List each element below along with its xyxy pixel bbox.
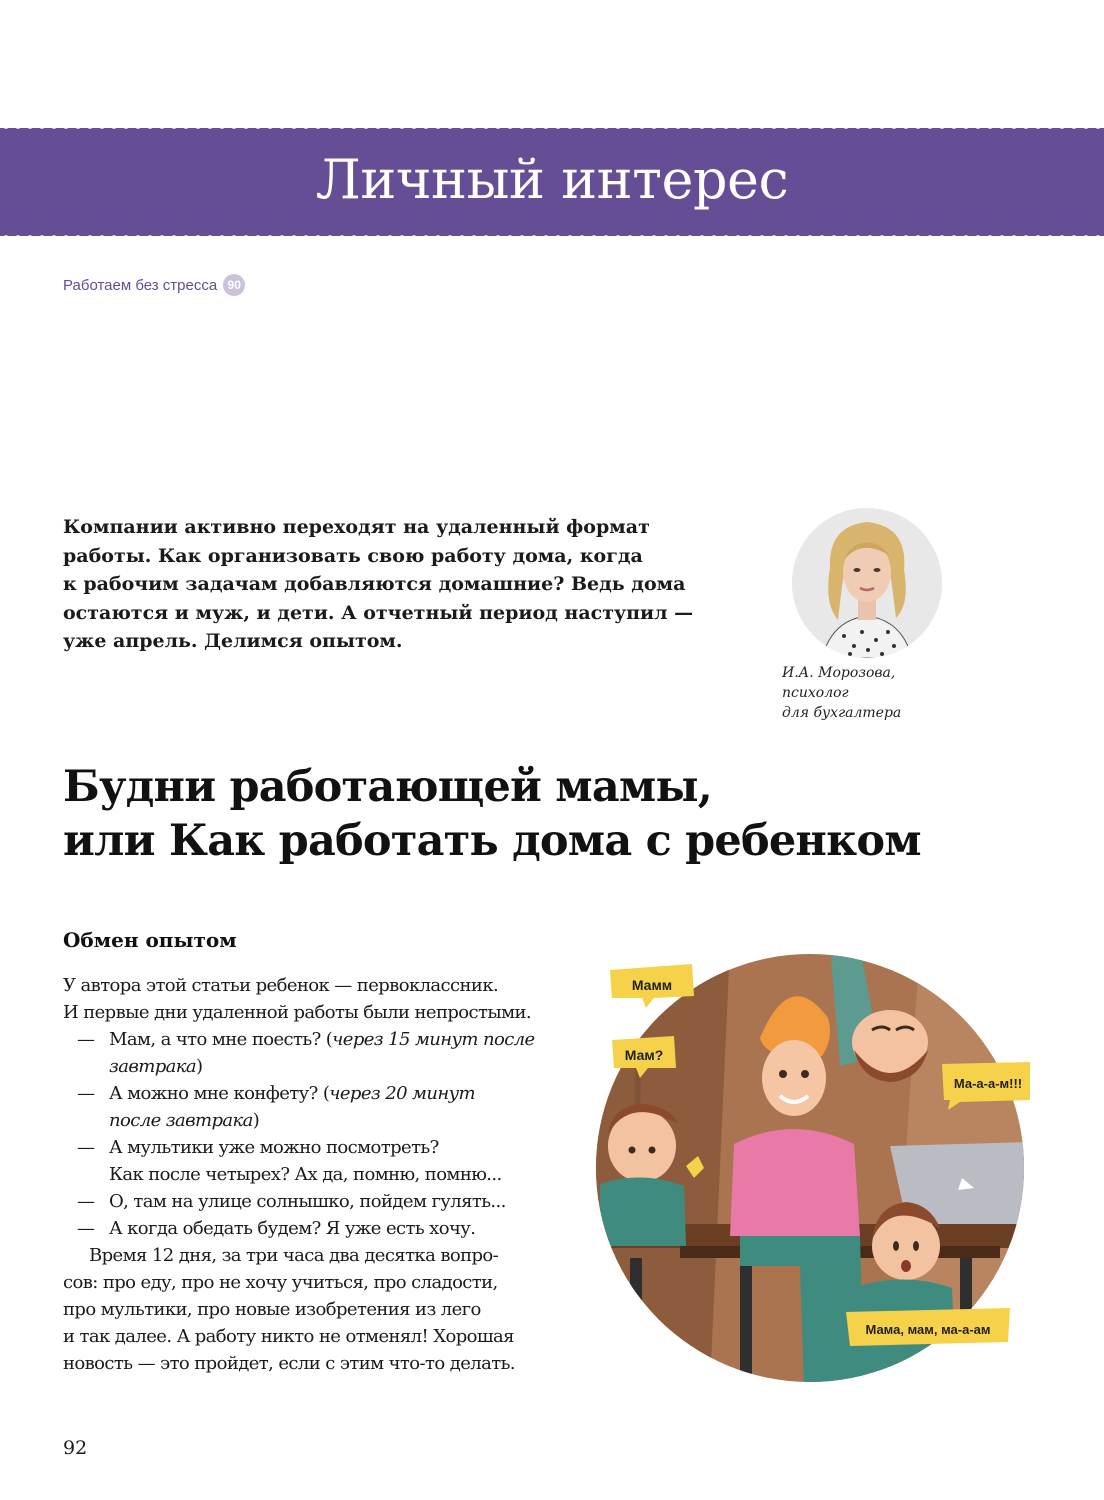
body-line: новость — это пройдет, если с этим что-то делать. xyxy=(63,1353,515,1374)
speech-bubble xyxy=(846,1308,1010,1346)
author-portrait xyxy=(792,508,942,658)
illustration-svg xyxy=(590,946,1030,1386)
dialogue-continuation: Как после четырех? Ах да, помню, помню... xyxy=(109,1164,502,1185)
section-title: Личный интерес xyxy=(315,148,789,211)
author-caption xyxy=(782,663,901,723)
dialogue-line: — О, там на улице солнышко, пойдем гулять... xyxy=(77,1191,506,1212)
lead-line: остаются и муж, и дети. А отчетный период наступил — xyxy=(63,601,694,624)
svg-text:Ма-а-а-м!!!: Ма-а-а-м!!! xyxy=(953,1076,1023,1091)
banner-bottom-edge xyxy=(0,233,1104,239)
body-line: Время 12 дня, за три часа два десятка вопро- xyxy=(89,1245,499,1266)
headline-line-1: Будни работающей мамы, xyxy=(63,762,712,812)
body-line: И первые дни удаленной работы были непростыми. xyxy=(63,1002,532,1023)
dialogue-line: — А мультики уже можно посмотреть? xyxy=(77,1137,439,1158)
body-line: про мультики, про новые изобретения из лего xyxy=(63,1299,481,1320)
article-body xyxy=(63,972,593,1377)
dialogue-line: — А когда обедать будем? Я уже есть хочу. xyxy=(77,1218,476,1239)
lead-line: Компании активно переходят на удаленный формат xyxy=(63,516,650,538)
body-line: сов: про еду, про не хочу учиться, про сладости, xyxy=(63,1272,498,1293)
cross-reference-link[interactable] xyxy=(63,274,245,296)
author-role: для бухгалтера xyxy=(782,705,902,721)
author-name: И.А. Морозова, xyxy=(782,665,896,681)
dialogue-continuation: после завтрака) xyxy=(109,1110,260,1131)
lead-paragraph xyxy=(63,513,743,656)
lead-line: работы. Как организовать свою работу дома, когда xyxy=(63,544,643,567)
svg-text:Мама, мам, ма-а-ам: Мама, мам, ма-а-ам xyxy=(865,1322,991,1337)
lead-line: уже апрель. Делимся опытом. xyxy=(63,630,403,652)
body-line: и так далее. А работу никто не отменял! Хорошая xyxy=(63,1326,514,1347)
cross-reference-label: Работаем без стресса xyxy=(63,276,218,294)
author-role: психолог xyxy=(782,685,849,701)
banner-top-edge xyxy=(0,125,1104,131)
headline-line-2: или Как работать дома с ребенком xyxy=(63,816,921,866)
body-line: У автора этой статьи ребенок — первоклассник. xyxy=(63,975,499,996)
article-headline xyxy=(63,760,921,868)
svg-text:Мам?: Мам? xyxy=(624,1047,664,1063)
section-banner xyxy=(0,128,1104,236)
page-badge: 90 xyxy=(223,274,245,296)
family-illustration xyxy=(590,946,1030,1386)
dialogue-line: — А можно мне конфету? (через 20 минут xyxy=(77,1083,475,1104)
dialogue-continuation: завтрака) xyxy=(109,1056,203,1077)
page-number: 92 xyxy=(63,1437,88,1459)
svg-text:Мамм: Мамм xyxy=(631,977,673,993)
dialogue-line: — Мам, а что мне поесть? (через 15 минут после xyxy=(77,1029,535,1050)
lead-line: к рабочим задачам добавляются домашние? Ведь дома xyxy=(63,573,686,595)
subheading: Обмен опытом xyxy=(63,928,237,952)
author-photo-icon xyxy=(792,508,942,658)
